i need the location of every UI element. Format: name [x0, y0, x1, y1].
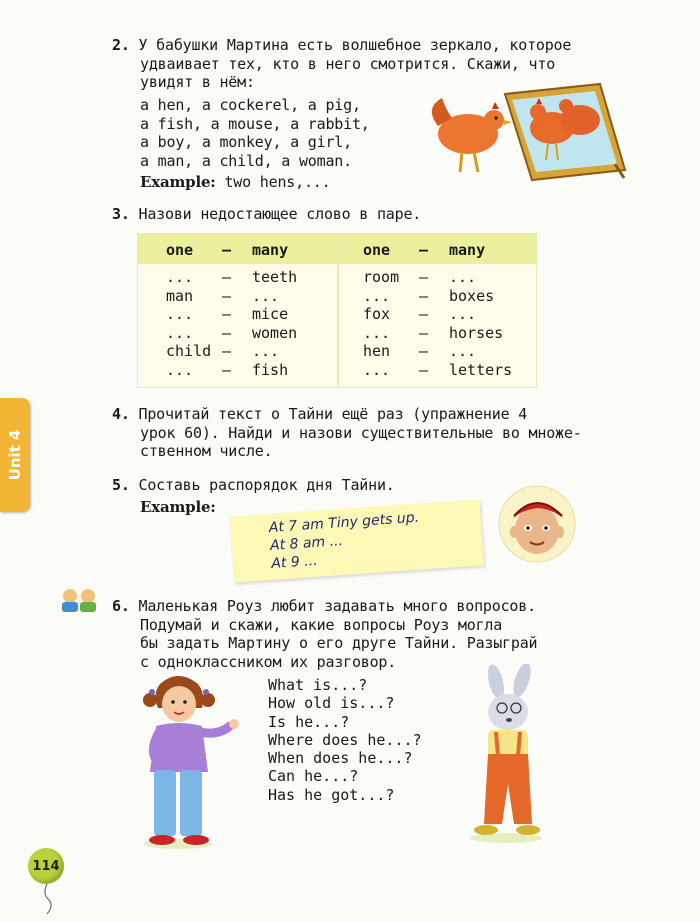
- table-row: hen — ...: [363, 342, 477, 360]
- exercise-6-number: 6.: [112, 597, 130, 615]
- question-line: Is he...?: [268, 712, 350, 731]
- table-row: ... — letters: [363, 360, 513, 379]
- left-column: [166, 268, 297, 379]
- exercise-2-word-list: [140, 96, 400, 170]
- unit-tab: [0, 398, 30, 512]
- exercise-4-line-3: ственном числе.: [140, 442, 273, 460]
- table-row: ... — fish: [166, 360, 289, 379]
- exercise-6-line-3: бы задать Мартину о его друге Тайни. Разыграй: [140, 634, 538, 652]
- header-many: many: [252, 241, 289, 259]
- header-dash: —: [222, 241, 232, 259]
- header-dash: —: [419, 241, 429, 259]
- table-row: ... — boxes: [363, 286, 495, 305]
- exercise-5-number: 5.: [112, 476, 130, 494]
- exercise-4-line-2: урок 60). Найди и назови существительные во множе-: [140, 423, 582, 442]
- table-row: room — ...: [363, 268, 477, 286]
- exercise-5-title: Составь распорядок дня Тайни.: [138, 476, 395, 494]
- exercise-6-line-2: Подумай и скажи, какие вопросы Роуз могла: [140, 615, 503, 634]
- exercise-5-instructions: [112, 476, 395, 495]
- exercise-3-number: 3.: [112, 205, 130, 223]
- pair-work-icon: [56, 586, 102, 614]
- question-line: What is...?: [268, 676, 368, 694]
- word-list-line: a man, a child, a woman.: [140, 151, 352, 170]
- question-line: Can he...?: [268, 767, 359, 786]
- exercise-4-number: 4.: [112, 405, 130, 423]
- note-line: At 7 am Tiny gets up.: [268, 509, 420, 537]
- header-one: one: [363, 241, 391, 259]
- schedule-note: [230, 499, 484, 582]
- note-line: At 9 ...: [270, 552, 319, 573]
- hen: [432, 98, 512, 172]
- table-row: man — ...: [166, 286, 280, 305]
- word-list-line: a boy, a monkey, a girl,: [140, 133, 352, 151]
- rose-girl-illustration: [138, 670, 242, 850]
- page-number-badge: [28, 848, 64, 884]
- exercise-4-line-1: Прочитай текст о Тайни ещё раз (упражнение 4: [138, 405, 528, 423]
- page-number: 114: [32, 858, 60, 874]
- table-row: ... — horses: [363, 323, 504, 342]
- table-row: child — ...: [166, 342, 280, 360]
- exercise-3-instructions: [112, 205, 421, 224]
- singular-plural-table: [137, 233, 537, 388]
- question-line: Where does he...?: [268, 730, 422, 749]
- exercise-5-example-label: Example:: [140, 498, 216, 516]
- exercise-2-example: [140, 173, 330, 192]
- question-line: When does he...?: [268, 749, 413, 768]
- header-many: many: [449, 241, 486, 259]
- exercise-6-instructions: [112, 597, 682, 671]
- rabbit-illustration: [466, 664, 550, 844]
- word-list-line: a fish, a mouse, a rabbit,: [140, 114, 370, 133]
- right-column: [363, 268, 512, 379]
- exercise-2-line-3: увидят в нём:: [140, 73, 255, 91]
- table-row: ... — teeth: [166, 268, 298, 286]
- note-line: At 8 am ...: [269, 533, 344, 555]
- exercise-2-line-1: У бабушки Мартина есть волшебное зеркало, которое: [138, 36, 572, 54]
- exercise-3-title: Назови недостающее слово в паре.: [138, 205, 422, 223]
- exercise-6-line-4: с одноклассником их разговор.: [140, 652, 397, 671]
- question-line: How old is...?: [268, 694, 395, 713]
- table-row: ... — mice: [166, 305, 289, 323]
- word-list-line: a hen, a cockerel, a pig,: [140, 96, 361, 114]
- example-text: two hens,...: [215, 173, 331, 191]
- question-list: [268, 676, 422, 804]
- tiny-face-illustration: [492, 484, 582, 564]
- header-one: one: [166, 241, 194, 259]
- table-divider: [337, 234, 339, 387]
- example-label: Example:: [140, 173, 216, 191]
- exercise-2-line-2: удваивает тех, кто в него смотрится. Скажи, что: [140, 54, 556, 73]
- table-row: fox — ...: [363, 305, 477, 323]
- unit-tab-label: Unit 4: [6, 429, 24, 481]
- hens-mirror-illustration: [420, 82, 632, 182]
- question-line: Has he got...?: [268, 785, 395, 804]
- exercise-2-number: 2.: [112, 36, 130, 54]
- table-row: ... — women: [166, 323, 298, 342]
- balloon-string-icon: [40, 884, 54, 914]
- exercise-4-instructions: [112, 405, 682, 461]
- exercise-6-line-1: Маленькая Роуз любит задавать много вопросов.: [138, 597, 536, 615]
